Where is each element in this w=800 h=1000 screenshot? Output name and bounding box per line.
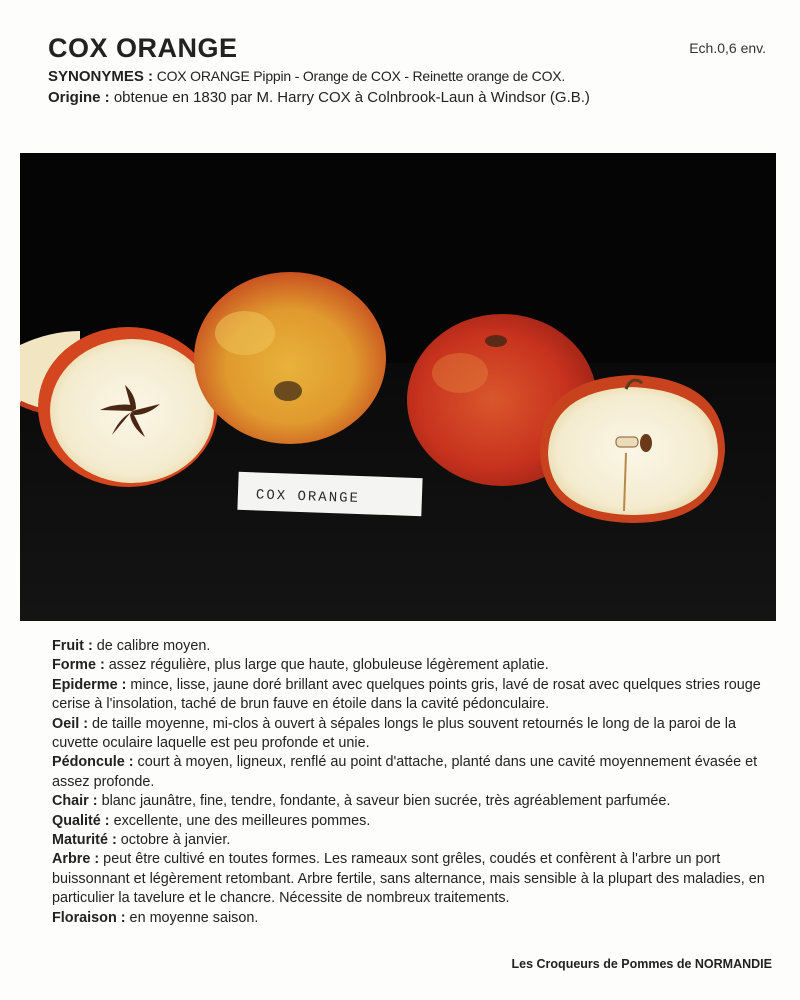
desc-label: Forme : [52, 657, 105, 674]
desc-maturite [52, 831, 776, 850]
label-card-text: COX ORANGE [255, 487, 361, 508]
synonymes-label: SYNONYMES : [48, 68, 154, 85]
desc-label: Chair : [52, 793, 98, 810]
apple-yellow [194, 272, 386, 444]
desc-chair [52, 792, 776, 811]
footer-credit-region: NORMANDIE [694, 957, 772, 971]
apple-photo-illustration [20, 153, 776, 621]
desc-text: de taille moyenne, mi-clos à ouvert à sépales longs le plus souvent retournés le long de la paroi de la cuvette oculaire laquelle est peu profonde et unie. [52, 715, 736, 752]
desc-qualite [52, 812, 776, 831]
cut-apple-right [540, 375, 725, 523]
scale-note: Ech.0,6 env. [689, 40, 766, 56]
desc-label: Qualité : [52, 812, 110, 829]
desc-text: mince, lisse, jaune doré brillant avec quelques points gris, lavé de rosat avec quelques stries rouge cerise à l'insolation, taché de brun fauve en étoile dans la cavité pédonculaire. [52, 676, 761, 713]
footer-credit-prefix: Les Croqueurs de Pommes de [511, 957, 695, 971]
synonymes-value: COX ORANGE Pippin - Orange de COX - Reinette orange de COX. [153, 68, 566, 84]
desc-label: Fruit : [52, 638, 93, 654]
desc-text: en moyenne saison. [125, 909, 259, 926]
footer-credit [512, 957, 772, 971]
origine-value: obtenue en 1830 par M. Harry COX à Colnbrook-Laun à Windsor (G.B.) [109, 89, 590, 106]
desc-text: blanc jaunâtre, fine, tendre, fondante, à saveur bien sucrée, très agréablement parfumée. [97, 793, 671, 810]
desc-forme [52, 656, 776, 675]
desc-fruit [52, 637, 776, 656]
description-block [52, 637, 776, 928]
desc-text: assez régulière, plus large que haute, globuleuse légèrement aplatie. [104, 657, 549, 674]
desc-text: excellente, une des meilleures pommes. [109, 812, 371, 829]
desc-label: Arbre : [52, 851, 100, 868]
origine-label: Origine : [48, 89, 110, 106]
desc-label: Floraison : [52, 909, 126, 926]
desc-text: peut être cultivé en toutes formes. Les rameaux sont grêles, coudés et confèrent à l'arbre un port buissonnant et légèrement retombant. Arbre fertile, sans alternance, mais sensible à la plupart des maladies, en particulier la tavelure et le chancre. Nécessite de nombreux traitements. [52, 851, 765, 907]
desc-oeil [52, 715, 776, 754]
desc-label: Maturité : [52, 832, 117, 849]
variety-label-card [237, 472, 422, 516]
apple-photo [20, 153, 776, 621]
origine-line [48, 89, 590, 106]
desc-label: Oeil : [52, 715, 88, 732]
page-title: COX ORANGE [48, 33, 238, 63]
desc-text: de calibre moyen. [92, 638, 211, 654]
desc-label: Pédoncule : [52, 754, 134, 771]
desc-floraison [52, 909, 776, 928]
cut-apple-left [38, 327, 218, 487]
desc-epiderme [52, 676, 776, 715]
synonymes-line [48, 68, 565, 85]
desc-arbre [52, 850, 776, 908]
desc-text: court à moyen, ligneux, renflé au point d'attache, planté dans une cavité moyennement évasée et assez profonde. [52, 754, 758, 790]
desc-text: octobre à janvier. [116, 832, 231, 849]
desc-label: Epiderme : [52, 676, 127, 693]
desc-pedoncule [52, 753, 776, 792]
